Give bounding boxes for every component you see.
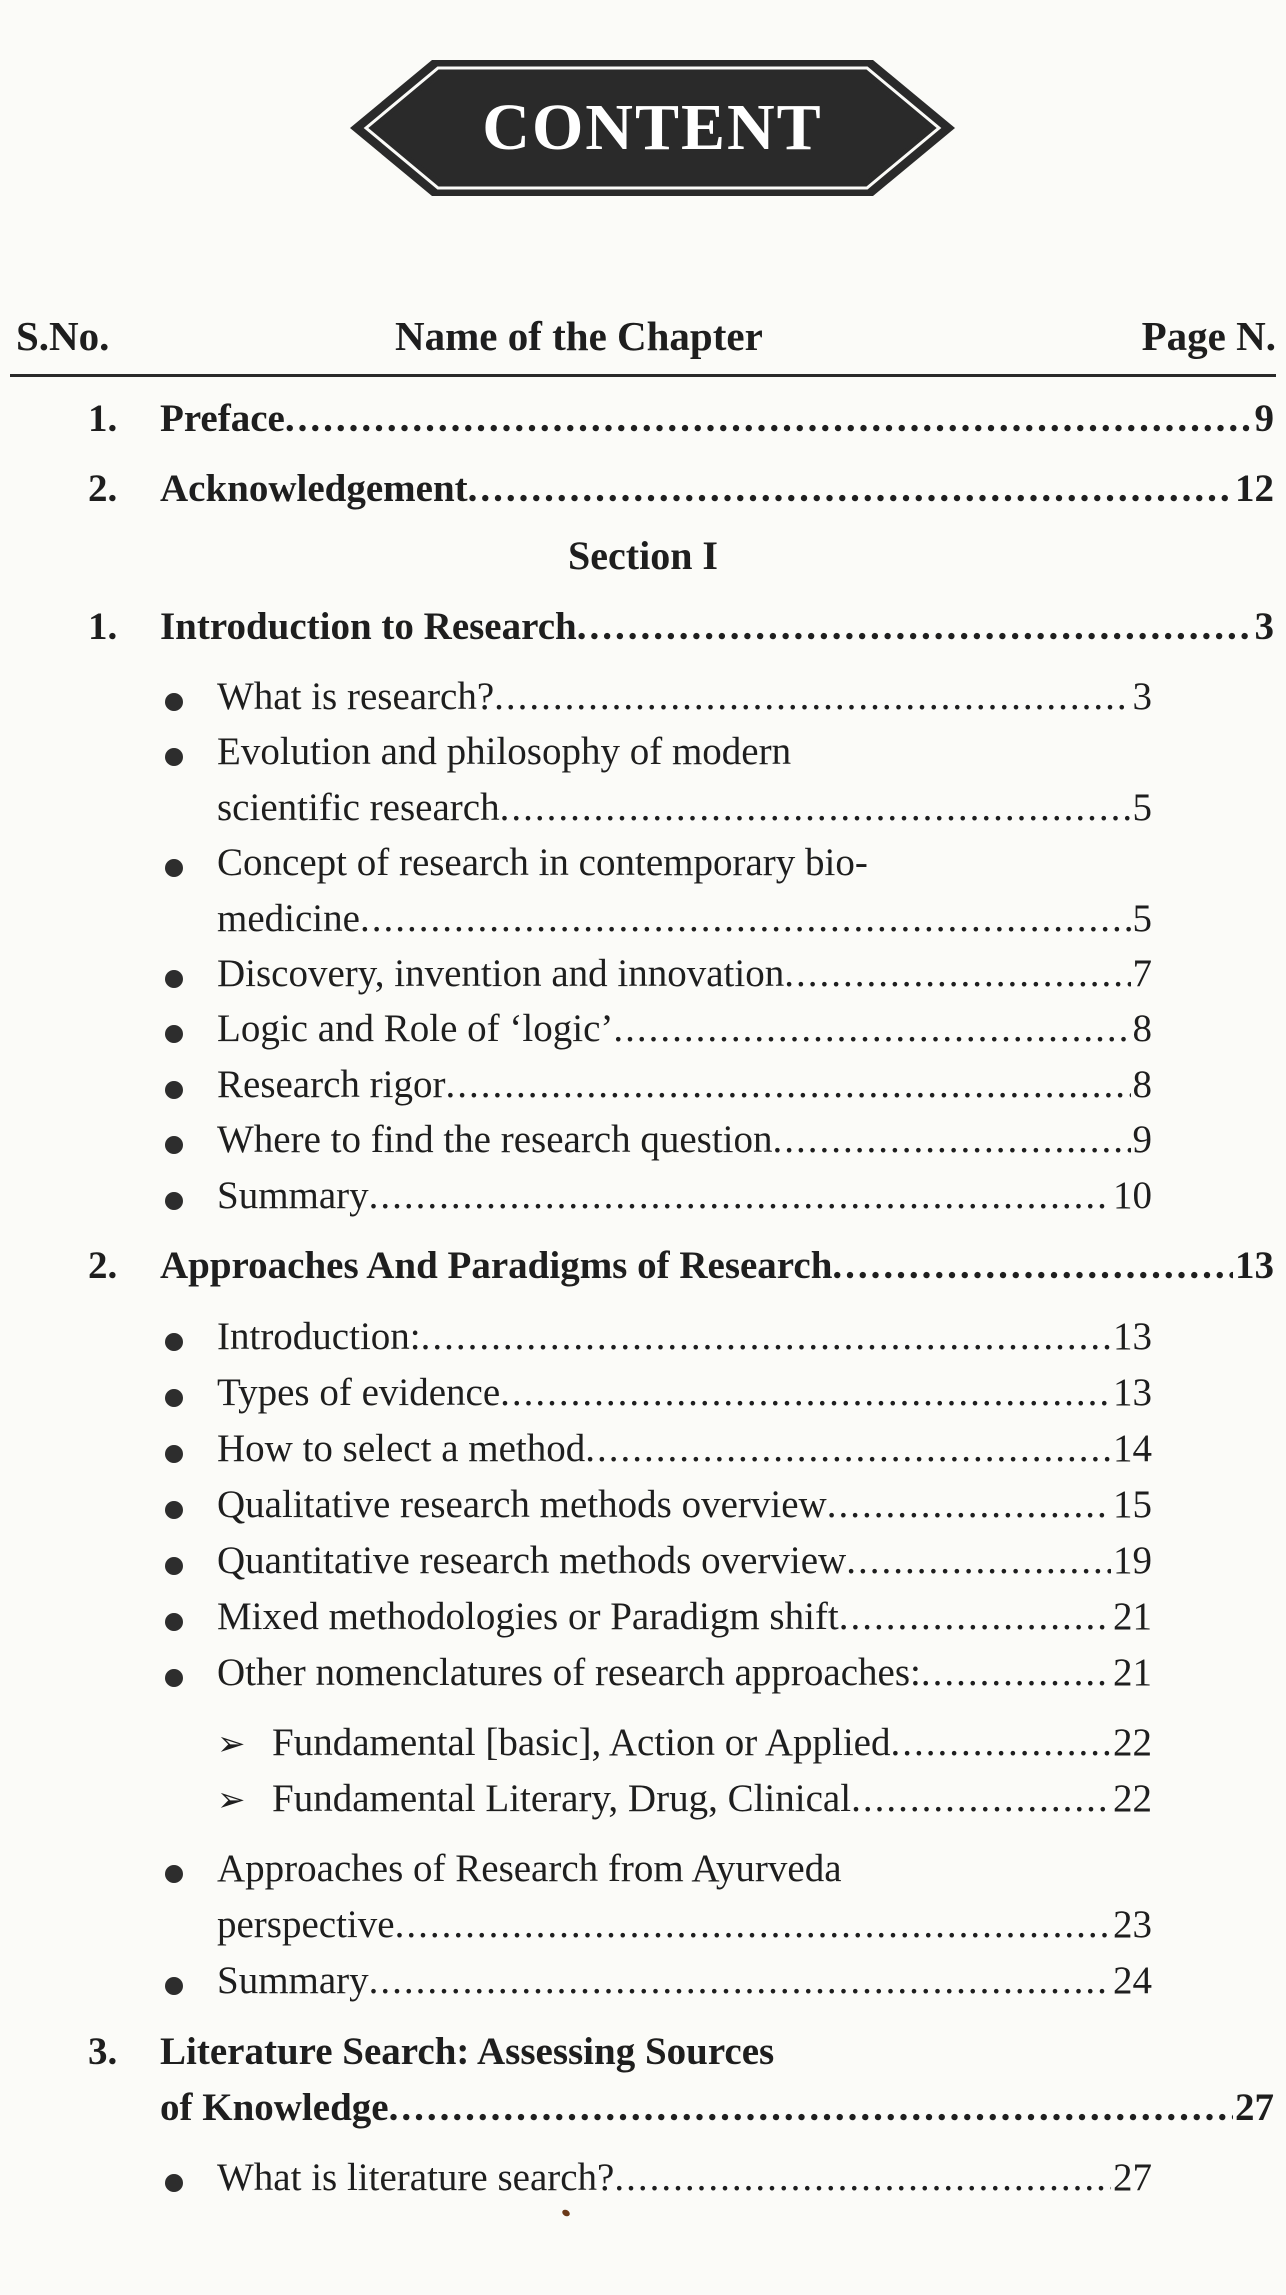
item-text: Summary bbox=[217, 1959, 369, 2002]
item-page: 3 bbox=[1132, 675, 1152, 718]
dot-leader bbox=[614, 2155, 1111, 2200]
bullet-icon bbox=[165, 1501, 183, 1519]
entry-page: 9 bbox=[1254, 397, 1274, 440]
subitem-text: Fundamental [basic], Action or Applied bbox=[272, 1721, 891, 1764]
item-text-line1: Approaches of Research from Ayurveda bbox=[217, 1847, 842, 1890]
dot-leader bbox=[468, 466, 1233, 511]
item-page: 21 bbox=[1113, 1595, 1152, 1638]
item-page: 21 bbox=[1113, 1651, 1152, 1694]
toc-item[interactable] bbox=[217, 1006, 1152, 1051]
content-banner bbox=[350, 60, 955, 196]
item-text: What is literature search? bbox=[217, 2156, 615, 2199]
item-page: 13 bbox=[1113, 1371, 1152, 1414]
bullet-icon bbox=[165, 1136, 183, 1154]
dot-leader bbox=[494, 674, 1130, 719]
item-text: Quantitative research methods overview bbox=[217, 1539, 847, 1582]
toc-item[interactable] bbox=[217, 1426, 1152, 1471]
entry-title: Preface bbox=[160, 397, 285, 440]
item-text: Research rigor bbox=[217, 1063, 446, 1106]
item-page: 13 bbox=[1113, 1315, 1152, 1358]
dot-leader bbox=[421, 1314, 1111, 1359]
ink-speck bbox=[561, 2208, 571, 2217]
chapter-num: 2. bbox=[88, 1244, 118, 1287]
bullet-icon bbox=[165, 1865, 183, 1883]
item-text: How to select a method bbox=[217, 1427, 586, 1470]
chapter-num: 3. bbox=[88, 2030, 118, 2073]
chapter-title: of Knowledge bbox=[160, 2086, 389, 2129]
entry-title: Acknowledgement bbox=[160, 467, 468, 510]
bullet-icon bbox=[165, 1389, 183, 1407]
page-title: CONTENT bbox=[482, 91, 823, 164]
item-text: perspective bbox=[217, 1903, 395, 1946]
item-page: 8 bbox=[1132, 1063, 1152, 1106]
subitem-text: Fundamental Literary, Drug, Clinical bbox=[272, 1777, 852, 1820]
item-page: 19 bbox=[1113, 1539, 1152, 1582]
item-text: What is research? bbox=[217, 675, 495, 718]
chapter-entry-1[interactable] bbox=[160, 604, 1274, 649]
chapter-page: 3 bbox=[1254, 605, 1274, 648]
chapter-title-line1: Literature Search: Assessing Sources bbox=[160, 2030, 775, 2073]
dot-leader bbox=[445, 1062, 1130, 1107]
bullet-icon bbox=[165, 2174, 183, 2192]
dot-leader bbox=[360, 896, 1131, 941]
bullet-icon bbox=[165, 1081, 183, 1099]
header-page-number: Page N. bbox=[1141, 313, 1276, 359]
bullet-icon bbox=[165, 859, 183, 877]
dot-leader bbox=[773, 1117, 1131, 1162]
front-num: 1. bbox=[88, 397, 118, 440]
toc-item[interactable] bbox=[217, 896, 1152, 941]
dot-leader bbox=[369, 1173, 1111, 1218]
item-text: Logic and Role of ‘logic’ bbox=[217, 1007, 614, 1050]
item-page: 14 bbox=[1113, 1427, 1152, 1470]
item-text: Where to find the research question bbox=[217, 1118, 773, 1161]
dot-leader bbox=[369, 1958, 1111, 2003]
item-text-line1: Evolution and philosophy of modern bbox=[217, 730, 792, 773]
bullet-icon bbox=[165, 1613, 183, 1631]
toc-item[interactable] bbox=[217, 1117, 1152, 1162]
item-page: 15 bbox=[1113, 1483, 1152, 1526]
arrow-bullet-icon: ➢ bbox=[217, 1726, 246, 1763]
item-text: Discovery, invention and innovation bbox=[217, 952, 785, 995]
dot-leader bbox=[832, 1243, 1233, 1288]
item-page: 5 bbox=[1132, 897, 1152, 940]
item-text: scientific research bbox=[217, 786, 500, 829]
dot-leader bbox=[395, 1902, 1111, 1947]
chapter-page: 27 bbox=[1235, 2086, 1274, 2129]
chapter-title: Introduction to Research bbox=[160, 605, 577, 648]
dot-leader bbox=[851, 1776, 1111, 1821]
bullet-icon bbox=[165, 1333, 183, 1351]
front-entry-acknowledgement[interactable] bbox=[160, 466, 1274, 511]
header-sno: S.No. bbox=[16, 313, 110, 359]
item-page: 7 bbox=[1132, 952, 1152, 995]
dot-leader bbox=[890, 1720, 1111, 1765]
dot-leader bbox=[285, 396, 1253, 441]
toc-item[interactable] bbox=[217, 785, 1152, 830]
item-page: 9 bbox=[1132, 1118, 1152, 1161]
toc-item[interactable] bbox=[217, 1902, 1152, 1947]
toc-item[interactable] bbox=[217, 1314, 1152, 1359]
item-text: Introduction: bbox=[217, 1315, 421, 1358]
item-text: Summary bbox=[217, 1174, 369, 1217]
chapter-title: Approaches And Paradigms of Research bbox=[160, 1244, 833, 1287]
dot-leader bbox=[846, 1538, 1111, 1583]
subitem-page: 22 bbox=[1113, 1777, 1152, 1820]
chapter-entry-2[interactable] bbox=[160, 1243, 1274, 1288]
bullet-icon bbox=[165, 1669, 183, 1687]
chapter-page: 13 bbox=[1235, 1244, 1274, 1287]
dot-leader bbox=[827, 1482, 1111, 1527]
toc-item[interactable] bbox=[217, 1958, 1152, 2003]
entry-page: 12 bbox=[1235, 467, 1274, 510]
dot-leader bbox=[585, 1426, 1111, 1471]
chapter-entry-3[interactable] bbox=[160, 2085, 1274, 2130]
item-text: medicine bbox=[217, 897, 360, 940]
front-entry-preface[interactable] bbox=[160, 396, 1274, 441]
item-page: 24 bbox=[1113, 1959, 1152, 2002]
bullet-icon bbox=[165, 1557, 183, 1575]
dot-leader bbox=[577, 604, 1253, 649]
toc-item[interactable] bbox=[217, 1370, 1152, 1415]
toc-item[interactable] bbox=[217, 2155, 1152, 2200]
section-heading: Section I bbox=[568, 533, 718, 578]
front-num: 2. bbox=[88, 467, 118, 510]
item-page: 23 bbox=[1113, 1903, 1152, 1946]
dot-leader bbox=[921, 1650, 1111, 1695]
dot-leader bbox=[839, 1594, 1111, 1639]
dot-leader bbox=[389, 2085, 1233, 2130]
bullet-icon bbox=[165, 1025, 183, 1043]
header-chapter-name: Name of the Chapter bbox=[395, 313, 763, 359]
bullet-icon bbox=[165, 1192, 183, 1210]
dot-leader bbox=[784, 951, 1130, 996]
item-page: 8 bbox=[1132, 1007, 1152, 1050]
dot-leader bbox=[500, 1370, 1111, 1415]
toc-item[interactable] bbox=[217, 1173, 1152, 1218]
toc-item[interactable] bbox=[217, 674, 1152, 719]
toc-subitem[interactable] bbox=[272, 1720, 1152, 1765]
bullet-icon bbox=[165, 1445, 183, 1463]
item-text-line1: Concept of research in contemporary bio- bbox=[217, 841, 868, 884]
toc-subitem[interactable] bbox=[272, 1776, 1152, 1821]
header-divider bbox=[10, 374, 1276, 377]
item-text: Other nomenclatures of research approaches: bbox=[217, 1651, 921, 1694]
dot-leader bbox=[500, 785, 1131, 830]
item-text: Mixed methodologies or Paradigm shift bbox=[217, 1595, 839, 1638]
item-page: 10 bbox=[1113, 1174, 1152, 1217]
item-page: 27 bbox=[1113, 2156, 1152, 2199]
chapter-num: 1. bbox=[88, 605, 118, 648]
toc-item[interactable] bbox=[217, 1594, 1152, 1639]
toc-item[interactable] bbox=[217, 1538, 1152, 1583]
subitem-page: 22 bbox=[1113, 1721, 1152, 1764]
bullet-icon bbox=[165, 1977, 183, 1995]
bullet-icon bbox=[165, 748, 183, 766]
dot-leader bbox=[613, 1006, 1130, 1051]
toc-item[interactable] bbox=[217, 951, 1152, 996]
toc-item[interactable] bbox=[217, 1482, 1152, 1527]
bullet-icon bbox=[165, 970, 183, 988]
item-text: Qualitative research methods overview bbox=[217, 1483, 827, 1526]
arrow-bullet-icon: ➢ bbox=[217, 1782, 246, 1819]
bullet-icon bbox=[165, 693, 183, 711]
toc-item[interactable] bbox=[217, 1650, 1152, 1695]
toc-item[interactable] bbox=[217, 1062, 1152, 1107]
item-page: 5 bbox=[1132, 786, 1152, 829]
item-text: Types of evidence bbox=[217, 1371, 501, 1414]
